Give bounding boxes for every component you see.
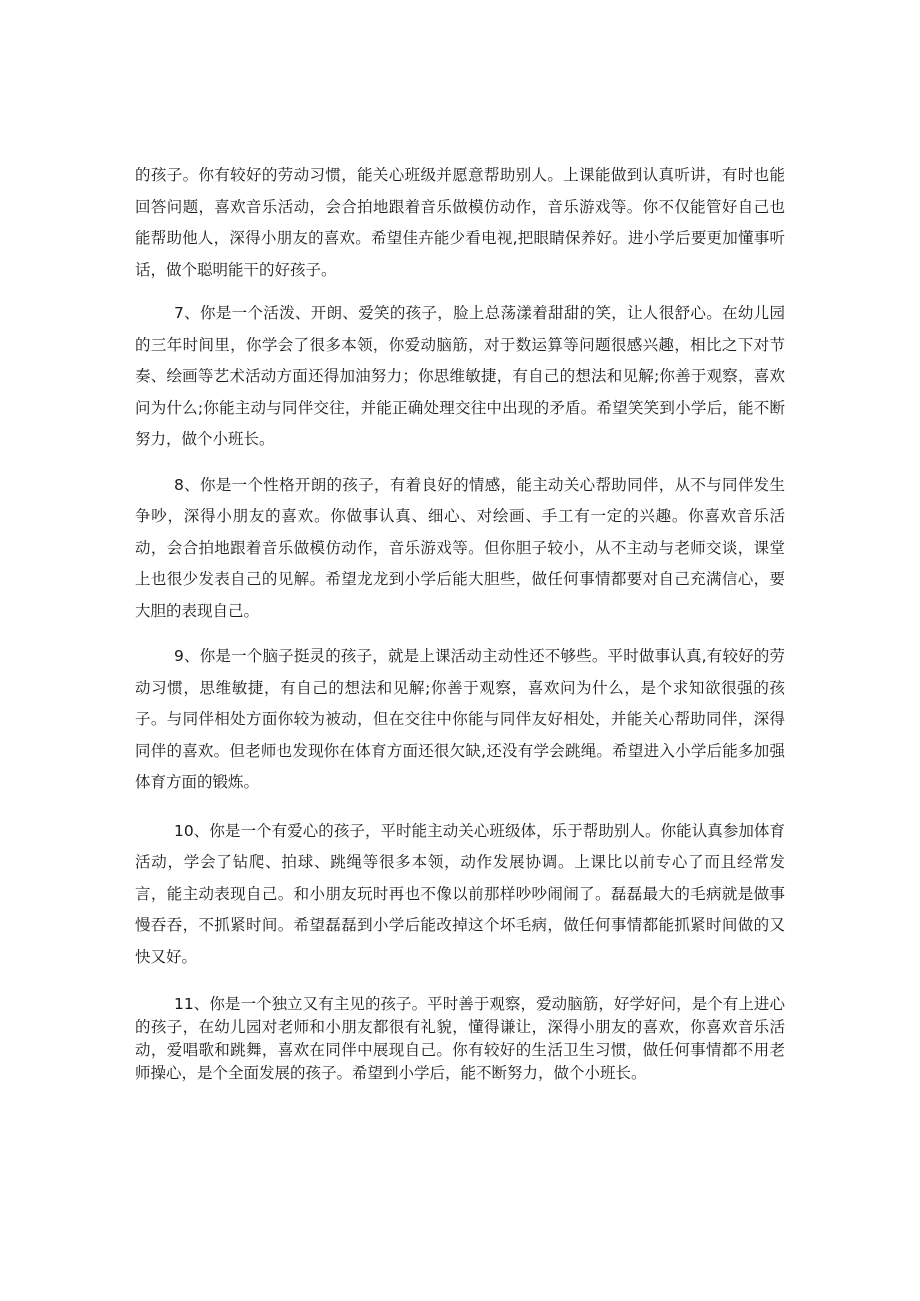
document-body: [135, 160, 785, 1085]
paragraph-8: 8、你是一个性格开朗的孩子，有着良好的情感，能主动关心帮助同伴，从不与同伴发生争吵，深得小朋友的喜欢。你做事认真、细心、对绘画、手工有一定的兴趣。你喜欢音乐活动，会合拍地跟着音乐做模仿动作，音乐游戏等。但你胆子较小，从不主动与老师交谈，课堂上也很少发表自己的见解。希望龙龙到小学后能大胆些，做任何事情都要对自己充满信心，要大胆的表现自己。: [135, 475, 785, 620]
paragraph-6-continued: 的孩子。你有较好的劳动习惯，能关心班级并愿意帮助别人。上课能做到认真听讲，有时也能回答问题，喜欢音乐活动，会合拍地跟着音乐做模仿动作，音乐游戏等。你不仅能管好自己也能帮助他人，深得小朋友的喜欢。希望佳卉能少看电视,把眼睛保养好。进小学后要更加懂事听话，做个聪明能干的好孩子。: [135, 166, 785, 279]
paragraph-7: 7、你是一个活泼、开朗、爱笑的孩子，脸上总荡漾着甜甜的笑，让人很舒心。在幼儿园的三年时间里，你学会了很多本领，你爱动脑筋，对于数运算等问题很感兴趣，相比之下对节奏、绘画等艺术活动方面还得加油努力；你思维敏捷，有自己的想法和见解;你善于观察，喜欢问为什么;你能主动与同伴交往，并能正确处理交往中出现的矛盾。希望笑笑到小学后，能不断努力，做个小班长。: [135, 304, 785, 448]
paragraph-9: 9、你是一个脑子挺灵的孩子，就是上课活动主动性还不够些。平时做事认真,有较好的劳动习惯，思维敏捷，有自己的想法和见解;你善于观察，喜欢问为什么，是个求知欲很强的孩子。与同伴相处方面你较为被动，但在交往中你能与同伴友好相处，并能关心帮助同伴，深得同伴的喜欢。但老师也发现你在体育方面还很欠缺,还没有学会跳绳。希望进入小学后能多加强体育方面的锻炼。: [135, 647, 785, 791]
paragraph-11: 11、你是一个独立又有主见的孩子。平时善于观察，爱动脑筋，好学好问，是个有上进心的孩子，在幼儿园对老师和小朋友都很有礼貌，懂得谦让，深得小朋友的喜欢，你喜欢音乐活动，爱唱歌和跳舞，喜欢在同伴中展现自己。你有较好的生活卫生习惯，做任何事情都不用老师操心，是个全面发展的孩子。希望到小学后，能不断努力，做个小班长。: [135, 995, 785, 1082]
paragraph-10: 10、你是一个有爱心的孩子，平时能主动关心班级体，乐于帮助别人。你能认真参加体育活动，学会了钻爬、拍球、跳绳等很多本领，动作发展协调。上课比以前专心了而且经常发言，能主动表现自己。和小朋友玩时再也不像以前那样吵吵闹闹了。磊磊最大的毛病就是做事慢吞吞，不抓紧时间。希望磊磊到小学后能改掉这个坏毛病，做任何事情都能抓紧时间做的又快又好。: [135, 821, 785, 966]
